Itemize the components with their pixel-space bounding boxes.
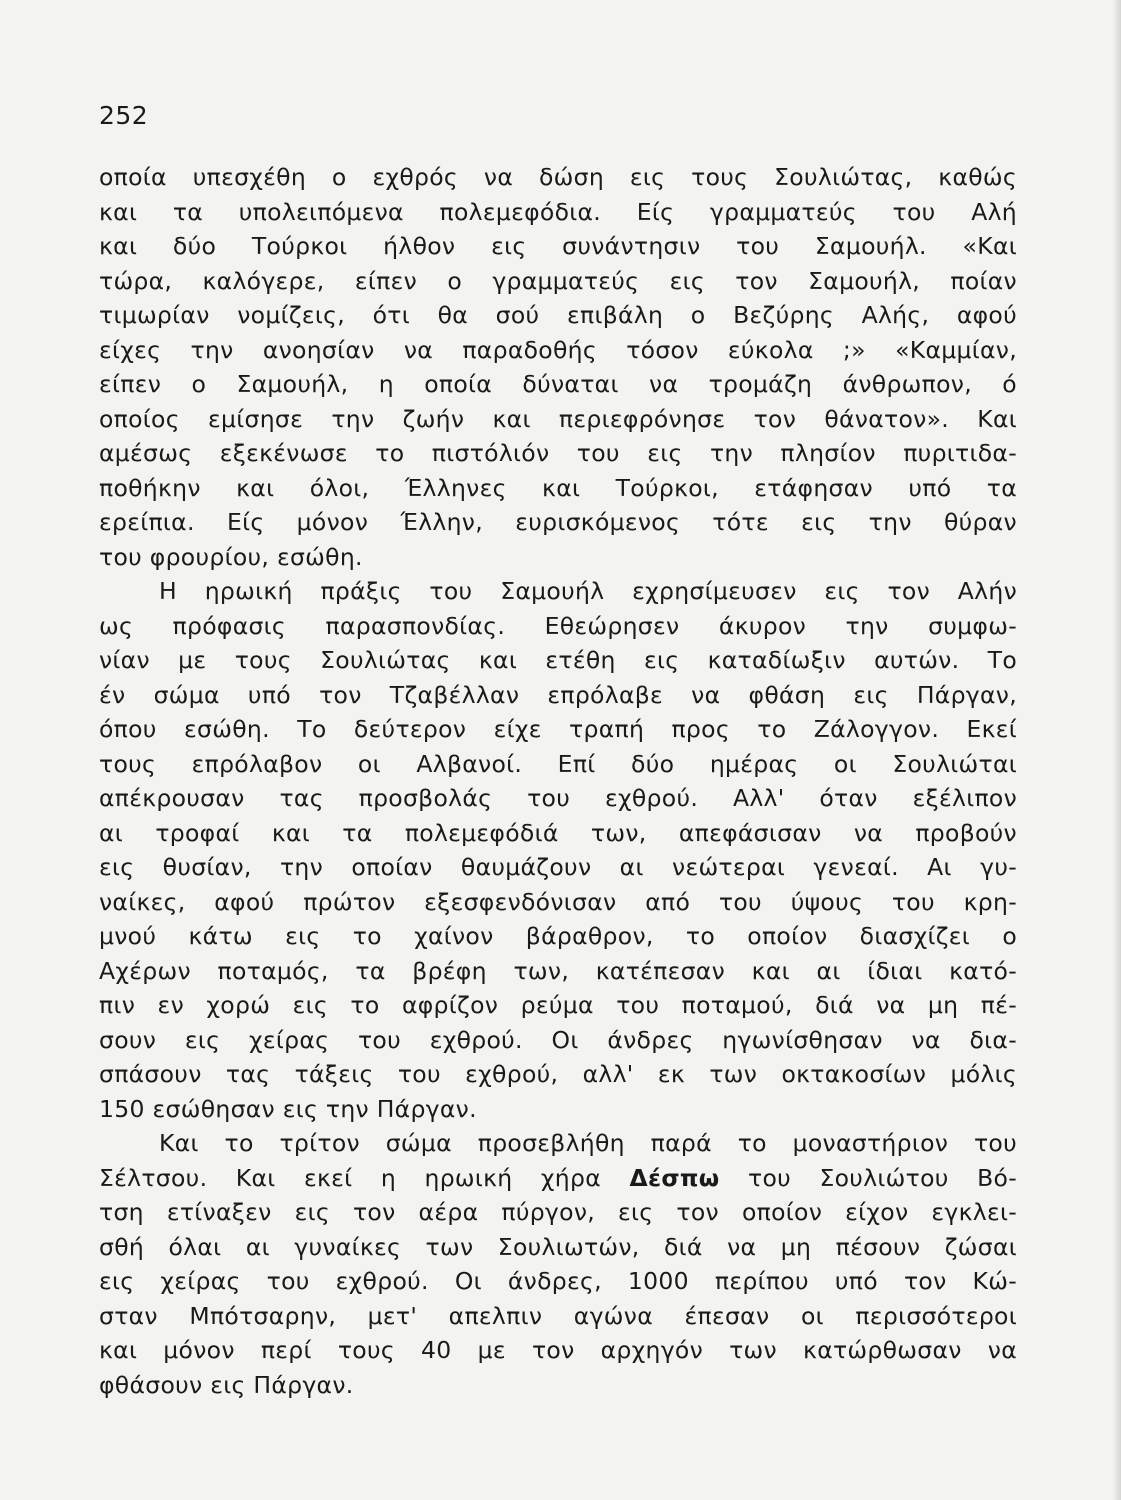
- text-line: ναίκες, αφού πρώτον εξεσφενδόνισαν από του ύψους του κρη-: [99, 887, 1017, 916]
- scan-edge-shadow: [1113, 0, 1121, 1500]
- text-line: σθή όλαι αι γυναίκες των Σουλιωτών, διά να μη πέσουν ζώσαι: [99, 1232, 1017, 1261]
- text-line: έν σώμα υπό τον Τζαβέλλαν επρόλαβε να φθάση εις Πάργαν,: [99, 680, 1017, 709]
- text-line: σουν εις χείρας του εχθρού. Οι άνδρες ηγωνίσθησαν να δια-: [99, 1025, 1017, 1054]
- paragraph-start-line: Και το τρίτον σώμα προσεβλήθη παρά το μοναστήριον του: [159, 1129, 1017, 1157]
- page-number: 252: [99, 101, 149, 130]
- text-line: αμέσως εξεκένωσε το πιστόλιόν του εις την πλησίον πυριτιδα-: [99, 439, 1017, 467]
- text-line: μνού κάτω εις το χαίνον βάραθρον, το οποίον διασχίζει ο: [99, 922, 1017, 950]
- text-line: σπάσουν τας τάξεις του εχθρού, αλλ' εκ των οκτακοσίων μόλις: [99, 1060, 1017, 1088]
- text-line: του φρουρίου, εσώθη.: [99, 542, 363, 571]
- text-line: τση ετίναξεν εις τον αέρα πύργον, εις τον οποίον είχον εγκλει-: [99, 1198, 1017, 1226]
- text-line: ως πρόφασις παρασπονδίας. Εθεώρησεν άκυρον την συμφω-: [99, 611, 1017, 640]
- text-line: και δύο Τούρκοι ήλθον εις συνάντησιν του Σαμουήλ. «Και: [99, 232, 1017, 260]
- text-line-with-name: [99, 1161, 1017, 1196]
- text-line: σταν Μπότσαρην, μετ' απελπιν αγώνα έπεσαν οι περισσότεροι: [99, 1301, 1017, 1330]
- text-line: εις χείρας του εχθρού. Οι άνδρες, 1000 περίπου υπό τον Κώ-: [99, 1267, 1017, 1295]
- text-line: όπου εσώθη. Το δεύτερον είχε τραπή προς το Ζάλογγον. Εκεί: [99, 715, 1017, 743]
- text-line: Αχέρων ποταμός, τα βρέφη των, κατέπεσαν και αι ίδιαι κατό-: [99, 956, 1017, 985]
- text-line: τους επρόλαβον οι Αλβανοί. Επί δύο ημέρας οι Σουλιώται: [99, 749, 1017, 778]
- text-line: και τα υπολειπόμενα πολεμεφόδια. Είς γραμματεύς του Αλή: [99, 197, 1017, 226]
- text-line: πιν εν χορώ εις το αφρίζον ρεύμα του ποταμού, διά να μη πέ-: [99, 991, 1017, 1019]
- body-text: [99, 160, 1017, 1402]
- text-line: οποίος εμίσησε την ζωήν και περιεφρόνησε τον θάνατον». Και: [99, 404, 1017, 433]
- text-segment: Σέλτσου. Και εκεί η ηρωική χήρα: [99, 1163, 630, 1192]
- text-line: φθάσουν εις Πάργαν.: [99, 1370, 354, 1399]
- text-line: ποθήκην και όλοι, Έλληνες και Τούρκοι, ετάφησαν υπό τα: [99, 473, 1017, 502]
- text-segment: του Σουλιώτου Βό-: [719, 1163, 1017, 1192]
- text-line: είπεν ο Σαμουήλ, η οποία δύναται να τρομάζη άνθρωπον, ό: [99, 370, 1017, 398]
- bold-name-despo: Δέσπω: [629, 1163, 720, 1192]
- text-line: τιμωρίαν νομίζεις, ότι θα σού επιβάλη ο Βεζύρης Αλής, αφού: [99, 301, 1017, 329]
- text-line: 150 εσώθησαν εις την Πάργαν.: [99, 1094, 477, 1123]
- text-line: απέκρουσαν τας προσβολάς του εχθρού. Αλλ' όταν εξέλιπον: [99, 784, 1017, 812]
- text-line: ερείπια. Είς μόνον Έλλην, ευρισκόμενος τότε εις την θύραν: [99, 508, 1017, 536]
- text-line: είχες την ανοησίαν να παραδοθής τόσον εύκολα ;» «Καμμίαν,: [99, 335, 1017, 364]
- text-line: νίαν με τους Σουλιώτας και ετέθη εις καταδίωξιν αυτών. Το: [99, 646, 1017, 674]
- text-line: οποία υπεσχέθη ο εχθρός να δώση εις τους Σουλιώτας, καθώς: [99, 163, 1017, 191]
- text-line: αι τροφαί και τα πολεμεφόδιά των, απεφάσισαν να προβούν: [99, 818, 1017, 847]
- text-line: τώρα, καλόγερε, είπεν ο γραμματεύς εις τον Σαμουήλ, ποίαν: [99, 266, 1017, 295]
- text-line: και μόνον περί τους 40 με τον αρχηγόν των κατώρθωσαν να: [99, 1336, 1017, 1364]
- paragraph-start-line: Η ηρωική πράξις του Σαμουήλ εχρησίμευσεν εις τον Αλήν: [159, 577, 1017, 605]
- text-line: εις θυσίαν, την οποίαν θαυμάζουν αι νεώτεραι γενεαί. Αι γυ-: [99, 853, 1017, 881]
